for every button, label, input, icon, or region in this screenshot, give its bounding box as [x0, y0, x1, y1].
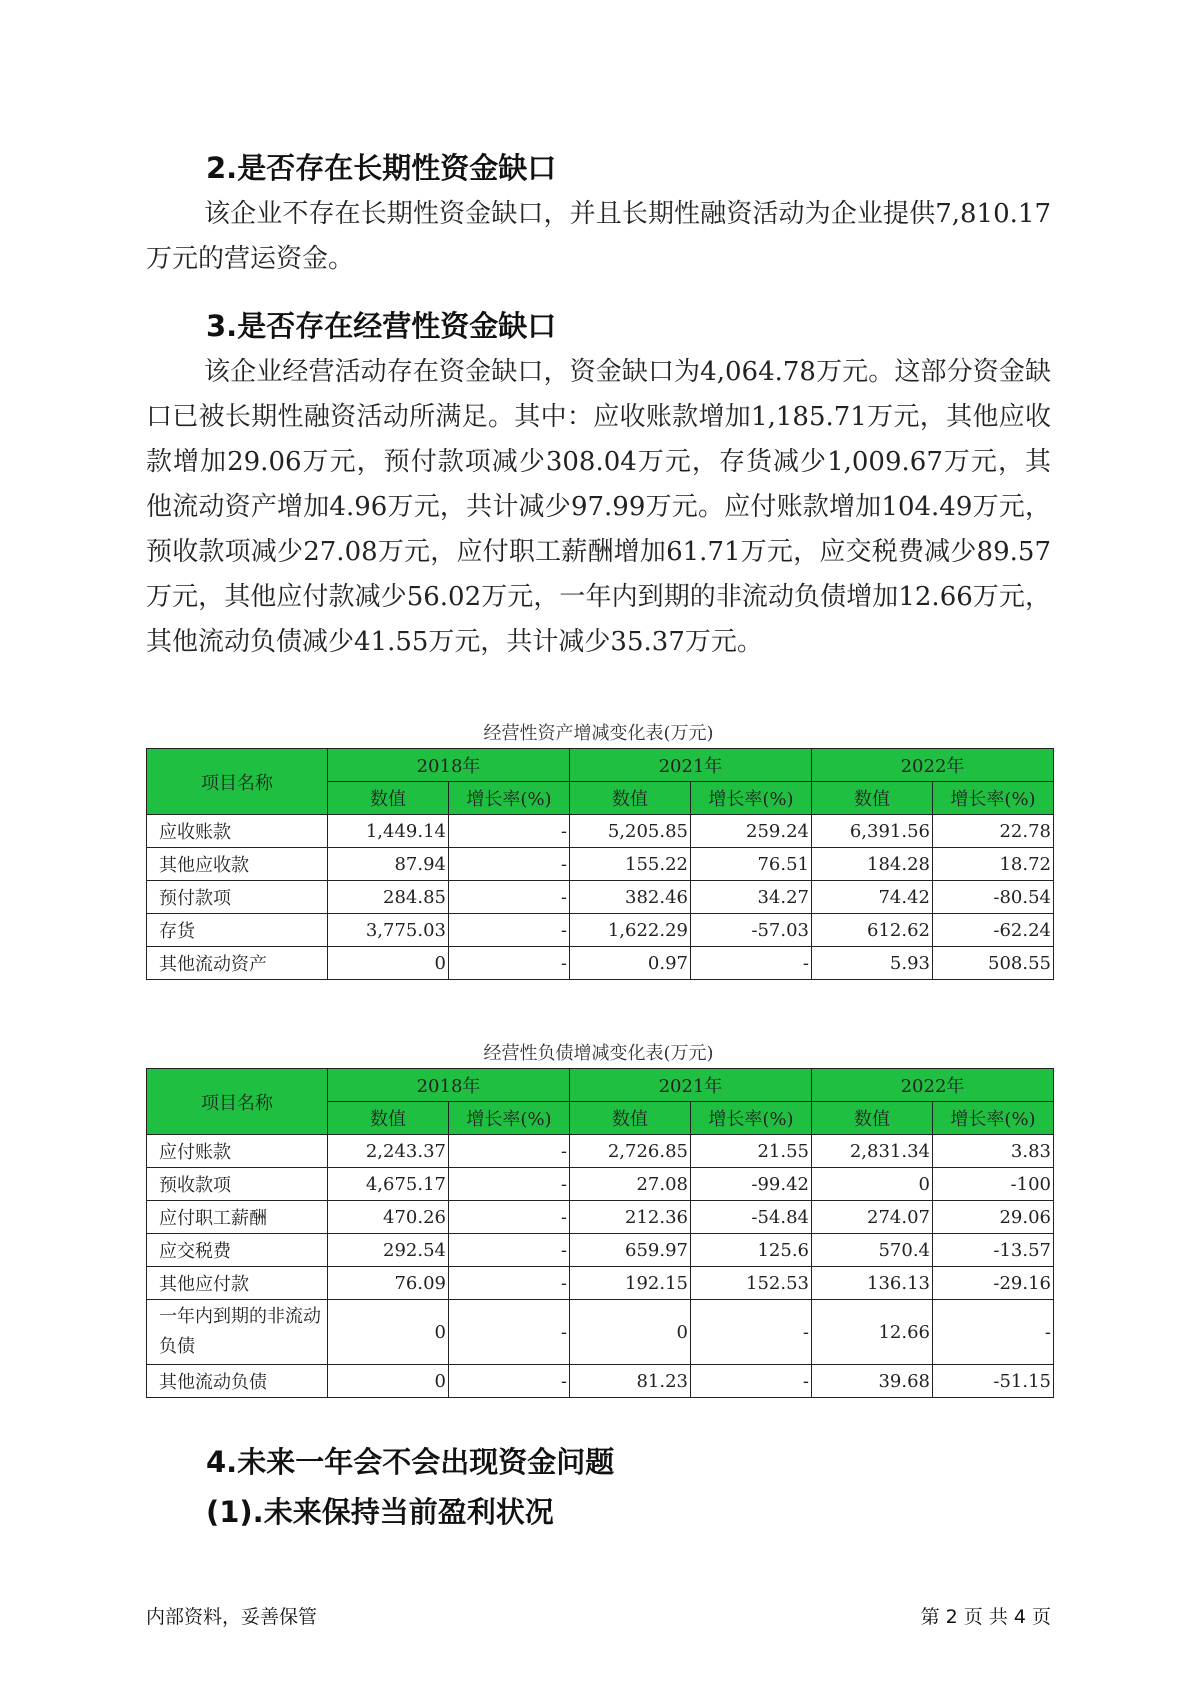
- header-value: 数值: [812, 1102, 933, 1135]
- row-label: 应付账款: [147, 1135, 328, 1168]
- cell-growth: 508.55: [933, 947, 1054, 980]
- table-row: [147, 881, 1054, 914]
- cell-value: 192.15: [570, 1267, 691, 1300]
- cell-growth: -: [449, 815, 570, 848]
- cell-value: 612.62: [812, 914, 933, 947]
- row-label: 预收款项: [147, 1168, 328, 1201]
- cell-growth: -: [449, 1300, 570, 1365]
- cell-value: 1,449.14: [328, 815, 449, 848]
- row-label: 其他流动负债: [147, 1365, 328, 1398]
- cell-value: 0.97: [570, 947, 691, 980]
- row-label: 应付职工薪酬: [147, 1201, 328, 1234]
- header-growth: 增长率(%): [691, 782, 812, 815]
- row-label: 应收账款: [147, 815, 328, 848]
- cell-value: 274.07: [812, 1201, 933, 1234]
- header-value: 数值: [570, 782, 691, 815]
- cell-growth: -: [449, 1168, 570, 1201]
- liabilities-table: [146, 1068, 1054, 1398]
- cell-growth: 125.6: [691, 1234, 812, 1267]
- header-growth: 增长率(%): [933, 782, 1054, 815]
- cell-growth: -51.15: [933, 1365, 1054, 1398]
- cell-growth: 18.72: [933, 848, 1054, 881]
- cell-growth: -: [449, 1365, 570, 1398]
- table-row: [147, 1365, 1054, 1398]
- header-growth: 增长率(%): [933, 1102, 1054, 1135]
- header-growth: 增长率(%): [449, 782, 570, 815]
- cell-value: 0: [328, 1300, 449, 1365]
- table-row: [147, 1135, 1054, 1168]
- cell-growth: -: [691, 1300, 812, 1365]
- cell-value: 27.08: [570, 1168, 691, 1201]
- section-2-heading: 2.是否存在长期性资金缺口: [206, 151, 557, 185]
- section-3-text: 该企业经营活动存在资金缺口，资金缺口为4,064.78万元。这部分资金缺口已被长期性融资活动所满足。其中：应收账款增加1,185.71万元，其他应收款增加29.06万元，预付款项减少308.04万元，存货减少1,009.67万元，其他流动资产增加4.96万元，共计减少97.99万元。应付账款增加104.49万元，预收款项减少27.08万元，应付职工薪酬增加61.71万元，应交税费减少89.57万元，其他应付款减少56.02万元，一年内到期的非流动负债增加12.66万元，其他流动负债减少41.55万元，共计减少35.37万元。: [146, 357, 1051, 657]
- section-3-heading: 3.是否存在经营性资金缺口: [206, 309, 557, 343]
- cell-value: 212.36: [570, 1201, 691, 1234]
- cell-value: 155.22: [570, 848, 691, 881]
- cell-growth: -: [449, 1201, 570, 1234]
- table-row: [147, 1234, 1054, 1267]
- row-label: 一年内到期的非流动负债: [147, 1300, 328, 1365]
- header-item-name: 项目名称: [147, 1069, 328, 1135]
- cell-value: 2,831.34: [812, 1135, 933, 1168]
- table-row: [147, 914, 1054, 947]
- header-year: 2021年: [570, 1069, 812, 1102]
- assets-table: [146, 748, 1054, 980]
- cell-growth: -57.03: [691, 914, 812, 947]
- cell-value: 39.68: [812, 1365, 933, 1398]
- cell-growth: -99.42: [691, 1168, 812, 1201]
- header-value: 数值: [570, 1102, 691, 1135]
- row-label: 预付款项: [147, 881, 328, 914]
- cell-value: 0: [328, 1365, 449, 1398]
- cell-growth: 259.24: [691, 815, 812, 848]
- cell-growth: 34.27: [691, 881, 812, 914]
- table-row: [147, 848, 1054, 881]
- cell-growth: -: [449, 947, 570, 980]
- cell-value: 0: [570, 1300, 691, 1365]
- footer-page-number: 第 2 页 共 4 页: [920, 1606, 1051, 1628]
- cell-growth: -62.24: [933, 914, 1054, 947]
- cell-value: 2,726.85: [570, 1135, 691, 1168]
- table-row: [147, 1267, 1054, 1300]
- cell-value: 1,622.29: [570, 914, 691, 947]
- header-value: 数值: [328, 782, 449, 815]
- cell-growth: -54.84: [691, 1201, 812, 1234]
- cell-growth: 21.55: [691, 1135, 812, 1168]
- cell-growth: -29.16: [933, 1267, 1054, 1300]
- table-row: [147, 1201, 1054, 1234]
- cell-growth: 29.06: [933, 1201, 1054, 1234]
- cell-growth: -13.57: [933, 1234, 1054, 1267]
- cell-growth: -: [449, 1267, 570, 1300]
- table-row: [147, 947, 1054, 980]
- cell-value: 76.09: [328, 1267, 449, 1300]
- cell-growth: -: [933, 1300, 1054, 1365]
- cell-growth: -: [691, 947, 812, 980]
- cell-value: 292.54: [328, 1234, 449, 1267]
- cell-value: 2,243.37: [328, 1135, 449, 1168]
- cell-value: 184.28: [812, 848, 933, 881]
- cell-growth: 152.53: [691, 1267, 812, 1300]
- cell-value: 382.46: [570, 881, 691, 914]
- cell-value: 470.26: [328, 1201, 449, 1234]
- header-year: 2018年: [328, 1069, 570, 1102]
- header-value: 数值: [328, 1102, 449, 1135]
- header-growth: 增长率(%): [691, 1102, 812, 1135]
- cell-value: 3,775.03: [328, 914, 449, 947]
- header-year: 2021年: [570, 749, 812, 782]
- cell-growth: -: [449, 1135, 570, 1168]
- header-year: 2018年: [328, 749, 570, 782]
- row-label: 其他流动资产: [147, 947, 328, 980]
- header-growth: 增长率(%): [449, 1102, 570, 1135]
- table-row: [147, 815, 1054, 848]
- cell-growth: -: [449, 848, 570, 881]
- cell-growth: -: [449, 881, 570, 914]
- section-4-heading: 4.未来一年会不会出现资金问题: [206, 1445, 615, 1479]
- cell-value: 0: [812, 1168, 933, 1201]
- cell-growth: -: [691, 1365, 812, 1398]
- cell-value: 5.93: [812, 947, 933, 980]
- cell-value: 0: [328, 947, 449, 980]
- cell-growth: -: [449, 1234, 570, 1267]
- cell-growth: 76.51: [691, 848, 812, 881]
- cell-value: 6,391.56: [812, 815, 933, 848]
- row-label: 存货: [147, 914, 328, 947]
- cell-value: 12.66: [812, 1300, 933, 1365]
- cell-value: 81.23: [570, 1365, 691, 1398]
- cell-value: 4,675.17: [328, 1168, 449, 1201]
- cell-growth: -: [449, 914, 570, 947]
- liabilities-table-caption: 经营性负债增减变化表(万元): [483, 1043, 714, 1064]
- header-year: 2022年: [812, 1069, 1054, 1102]
- row-label: 其他应收款: [147, 848, 328, 881]
- cell-value: 74.42: [812, 881, 933, 914]
- header-item-name: 项目名称: [147, 749, 328, 815]
- row-label: 应交税费: [147, 1234, 328, 1267]
- cell-growth: 22.78: [933, 815, 1054, 848]
- row-label: 其他应付款: [147, 1267, 328, 1300]
- cell-value: 87.94: [328, 848, 449, 881]
- header-year: 2022年: [812, 749, 1054, 782]
- cell-value: 5,205.85: [570, 815, 691, 848]
- cell-value: 284.85: [328, 881, 449, 914]
- cell-value: 136.13: [812, 1267, 933, 1300]
- section-4-subheading: (1).未来保持当前盈利状况: [206, 1495, 554, 1529]
- footer-confidential-note: 内部资料，妥善保管: [146, 1606, 318, 1628]
- cell-growth: -100: [933, 1168, 1054, 1201]
- cell-value: 659.97: [570, 1234, 691, 1267]
- cell-growth: 3.83: [933, 1135, 1054, 1168]
- assets-table-caption: 经营性资产增减变化表(万元): [483, 723, 714, 744]
- header-value: 数值: [812, 782, 933, 815]
- table-row: [147, 1168, 1054, 1201]
- table-row: [147, 1300, 1054, 1365]
- section-2-text: 该企业不存在长期性资金缺口，并且长期性融资活动为企业提供7,810.17万元的营运资金。: [146, 199, 1051, 274]
- cell-value: 570.4: [812, 1234, 933, 1267]
- cell-growth: -80.54: [933, 881, 1054, 914]
